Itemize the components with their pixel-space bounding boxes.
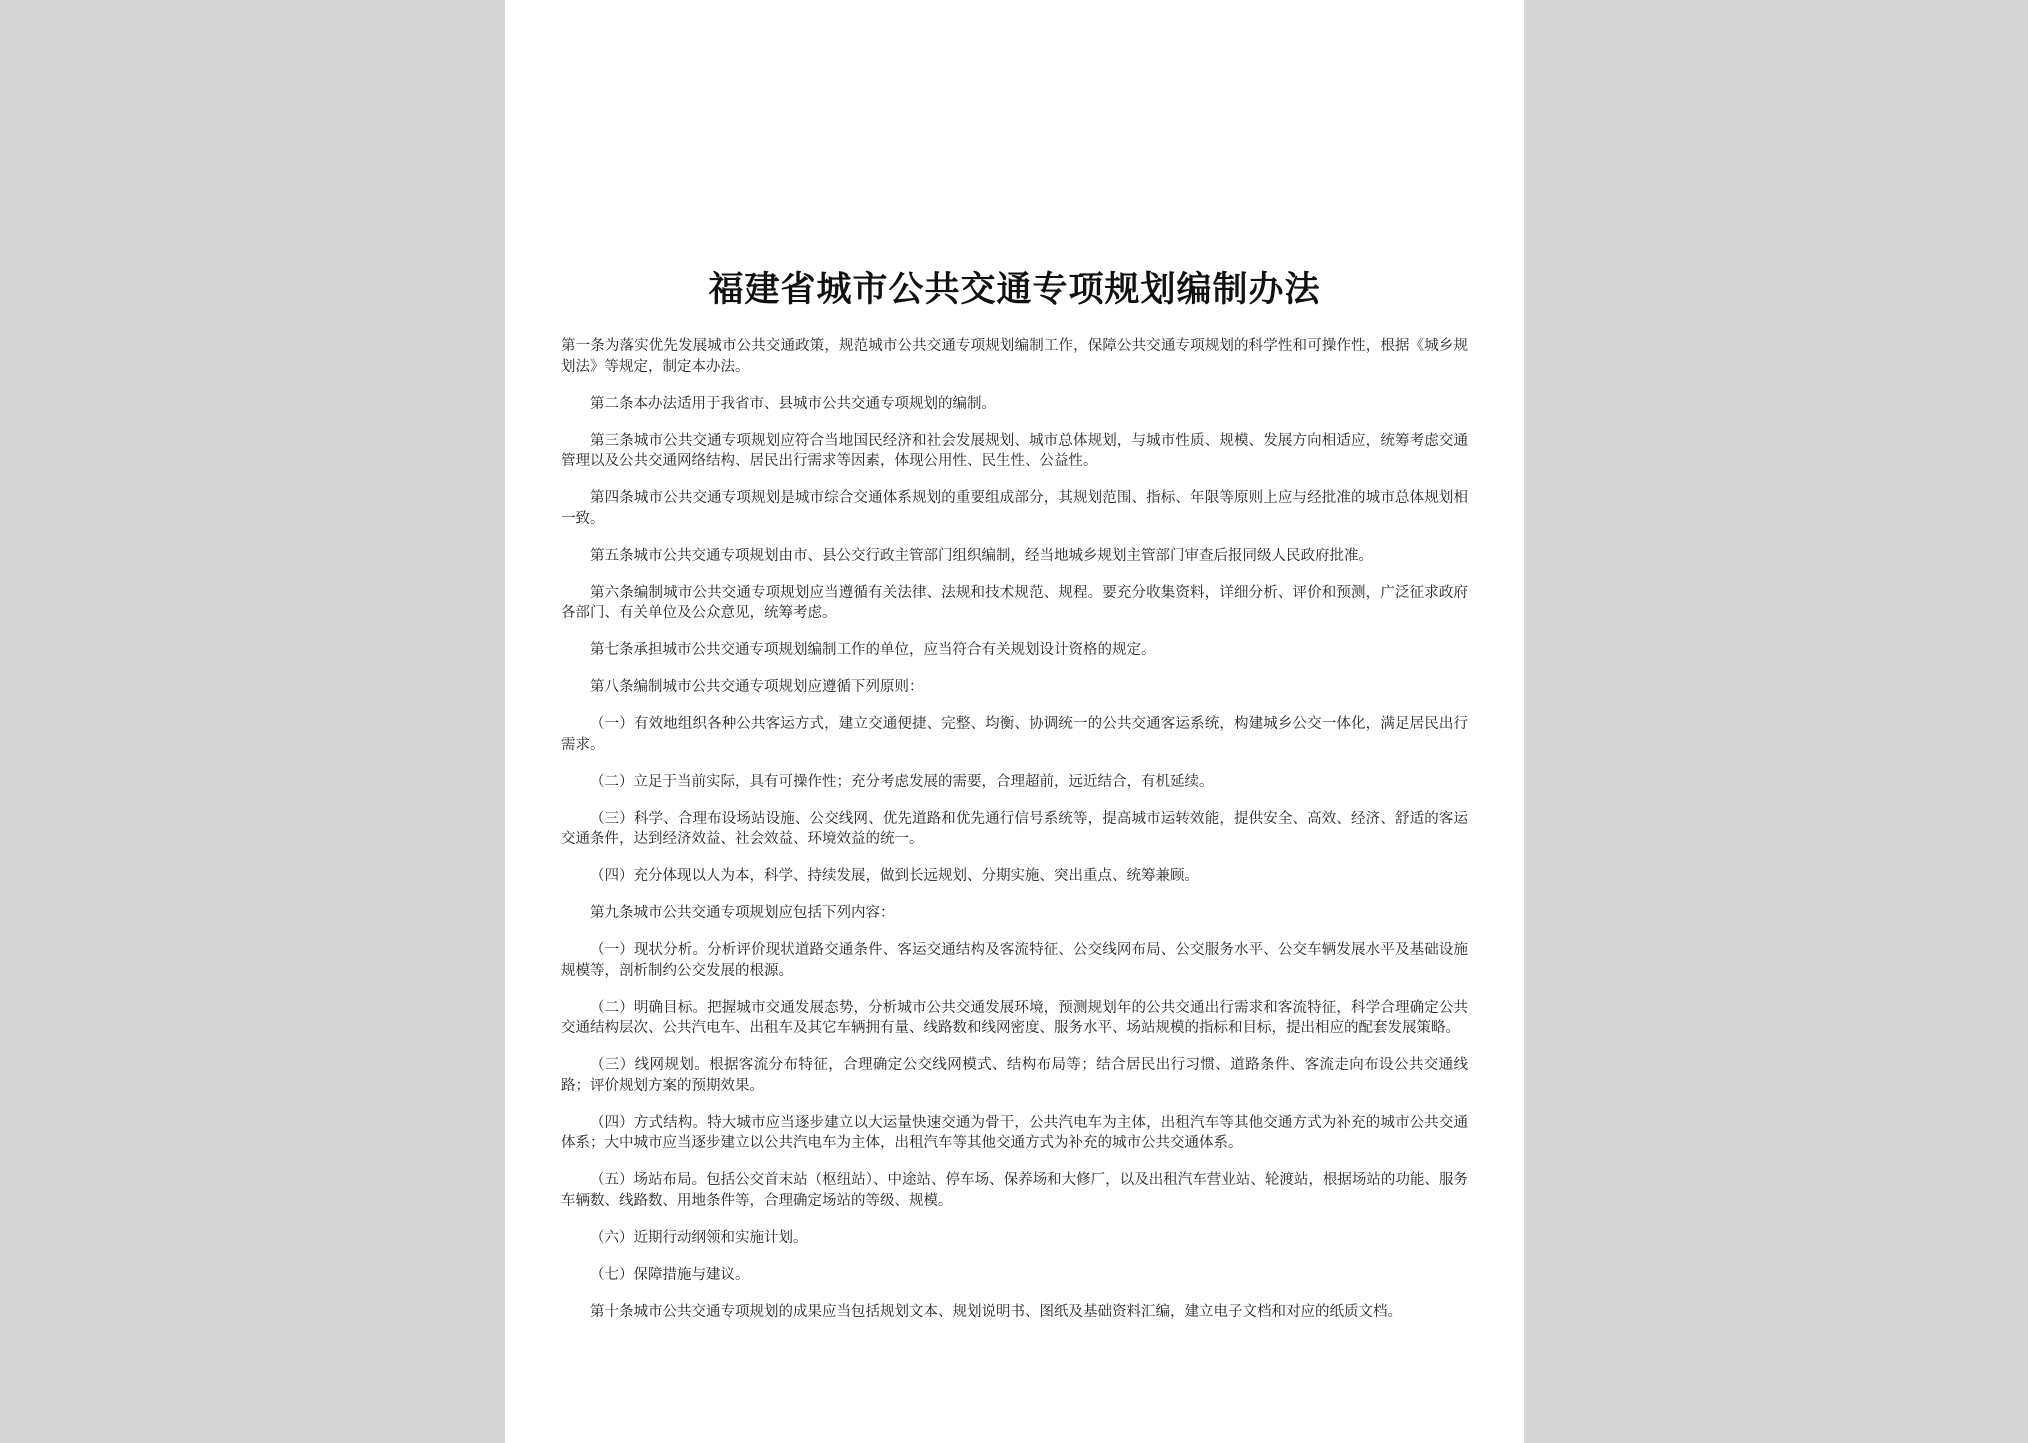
article-10-paragraph: 第十条城市公共交通专项规划的成果应当包括规划文本、规划说明书、图纸及基础资料汇编，建立电子文档和对应的纸质文档。 (590, 1303, 1402, 1320)
article-8-item-1: （一）有效地组织各种公共客运方式，建立交通便捷、完整、均衡、协调统一的公共交通客运系统，构建城乡公交一体化，满足居民出行需求。 (561, 716, 1468, 753)
article-9-item-6: （六）近期行动纲领和实施计划。 (590, 1229, 808, 1246)
article-9-item-5: （五）场站布局。包括公交首末站（枢纽站）、中途站、停车场、保养场和大修厂，以及出租汽车营业站、轮渡站，根据场站的功能、服务车辆数、线路数、用地条件等，合理确定场站的等级、规模。 (561, 1172, 1468, 1209)
article-9-item-1: （一）现状分析。分析评价现状道路交通条件、客运交通结构及客流特征、公交线网布局、公交服务水平、公交车辆发展水平及基础设施规模等，剖析制约公交发展的根源。 (561, 942, 1468, 979)
article-6-paragraph: 第六条编制城市公共交通专项规划应当遵循有关法律、法规和技术规范、规程。要充分收集资料，详细分析、评价和预测，广泛征求政府各部门、有关单位及公众意见，统筹考虑。 (561, 584, 1468, 621)
article-8-item-4: （四）充分体现以人为本，科学、持续发展，做到长远规划、分期实施、突出重点、统筹兼顾。 (590, 868, 1199, 884)
article-8-paragraph: 第八条编制城市公共交通专项规划应遵循下列原则： (590, 679, 924, 695)
article-4-paragraph: 第四条城市公共交通专项规划是城市综合交通体系规划的重要组成部分，其规划范围、指标、年限等原则上应与经批准的城市总体规划相一致。 (561, 490, 1468, 527)
article-8-item-2: （二）立足于当前实际，具有可操作性；充分考虑发展的需要，合理超前，远近结合，有机延续。 (590, 773, 1214, 790)
document-body (561, 336, 1468, 1339)
article-3-paragraph: 第三条城市公共交通专项规划应符合当地国民经济和社会发展规划、城市总体规划，与城市性质、规模、发展方向相适应，统筹考虑交通管理以及公共交通网络结构、居民出行需求等因素，体现公用性、民生性、公益性。 (561, 432, 1468, 469)
document-title: 福建省城市公共交通专项规划编制办法 (708, 270, 1321, 310)
article-9-item-3: （三）线网规划。根据客流分布特征，合理确定公交线网模式、结构布局等；结合居民出行习惯、道路条件、客流走向布设公共交通线路；评价规划方案的预期效果。 (561, 1057, 1468, 1094)
article-1-paragraph: 第一条为落实优先发展城市公共交通政策，规范城市公共交通专项规划编制工作，保障公共交通专项规划的科学性和可操作性，根据《城乡规划法》等规定，制定本办法。 (561, 338, 1468, 375)
article-5-paragraph: 第五条城市公共交通专项规划由市、县公交行政主管部门组织编制，经当地城乡规划主管部门审查后报同级人民政府批准。 (590, 547, 1373, 564)
article-8-item-3: （三）科学、合理布设场站设施、公交线网、优先道路和优先通行信号系统等，提高城市运转效能，提供安全、高效、经济、舒适的客运交通条件，达到经济效益、社会效益、环境效益的统一。 (561, 810, 1468, 847)
article-9-item-4: （四）方式结构。特大城市应当逐步建立以大运量快速交通为骨干，公共汽电车为主体，出租汽车等其他交通方式为补充的城市公共交通体系；大中城市应当逐步建立以公共汽电车为主体，出租汽车等其他交通方式为补充的城市公共交通体系。 (561, 1114, 1468, 1151)
article-9-item-7: （七）保障措施与建议。 (590, 1266, 750, 1283)
article-2-paragraph: 第二条本办法适用于我省市、县城市公共交通专项规划的编制。 (590, 395, 996, 412)
document-page (505, 0, 1524, 1443)
article-9-item-2: （二）明确目标。把握城市交通发展态势，分析城市公共交通发展环境，预测规划年的公共交通出行需求和客流特征，科学合理确定公共交通结构层次、公共汽电车、出租车及其它车辆拥有量、线路数和线网密度、服务水平、场站规模的指标和目标，提出相应的配套发展策略。 (561, 999, 1468, 1036)
article-7-paragraph: 第七条承担城市公共交通专项规划编制工作的单位，应当符合有关规划设计资格的规定。 (590, 642, 1156, 658)
article-9-paragraph: 第九条城市公共交通专项规划应包括下列内容： (590, 905, 895, 921)
